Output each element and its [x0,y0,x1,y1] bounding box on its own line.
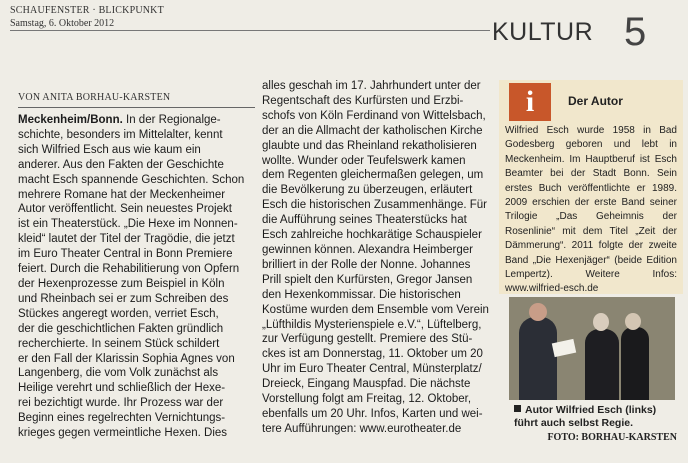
author-info-text: Wilfried Esch wurde 1958 in Bad Godesberg geboren und lebt in Meckenheim. Im Hauptberuf ist Esch Beamter bei der Stadt Bonn. Sein erstes Buch veröffentlichte er 1989. 2009 erschien der erste Band seiner Trilogie „Das Geheimnis der Rosenlinie“ mit dem Titel „Zeit der Dämmerung“. 2011 folgte der zweite Band „Die Hexenjäger“ (beide Edition Lempertz). Weitere Infos: www.wilfried-esch.de [505,125,677,295]
column-1-line: Heilige verehrt und schließlich der Hexe- [18,382,226,395]
column-2-line: der an die Allmacht der katholischen Kirche [262,124,483,137]
column-1-line: im Euro Theater Central in Bonn Premiere [18,248,233,261]
column-2-line: glaubte und das Rheinland rekatholisieren [262,139,477,152]
author-info-title: Der Autor [568,94,623,108]
column-2-line: ebenfalls um 20 Uhr. Infos, Karten und wei- [262,407,483,420]
column-1-line: Beginn eines regelrechten Vernichtungs- [18,412,226,425]
column-1-line-0: Meckenheim/Bonn. In der Regionalge- [18,114,221,126]
header-rule [10,30,490,31]
column-1-line: ist ein Theaterstück. „Die Hexe im Nonnen- [18,218,238,231]
byline-rule [18,107,255,108]
square-bullet-icon [514,405,521,412]
column-2-line: „Lüfthildis Mysterienspiele e.V.“, Lüftelberg, [262,318,482,331]
column-2-line: dem Regenten gleichermaßen gelegen, um [262,169,484,182]
page-number: 5 [624,10,647,54]
photo-credit: FOTO: BORHAU-KARSTEN [547,432,677,443]
column-2-line: Vorstellung folgt am Freitag, 12. Oktober, [262,393,472,406]
column-1-line: der Hexenprozesse zum Beispiel in Köln [18,277,225,290]
column-2-line: brilliert in der Rolle der Nonne. Johannes [262,258,471,271]
column-1-line: krieges gegen vermeintliche Hexen. Dies [18,427,228,440]
column-1-line: macht Esch spannende Geschichten. Schon [18,173,245,186]
column-2-line: Prill spielt den Kurfürsten, Gregor Jansen [262,273,473,286]
column-2-line: schofs von Köln Ferdinand von Wittelsbach, [262,109,486,122]
column-2-line: Uhr im Euro Theater Central, Münsterplatz/ [262,363,482,376]
department-title: KULTUR [492,18,594,46]
article-column-2 [262,79,498,437]
column-2-line: Esch die historischen Zusammenhänge. Für [262,199,487,212]
column-1-line: Autor veröffentlicht. Sein neuestes Projekt [18,203,232,216]
column-1-line: er den Fall der Klarissin Sophia Agnes von [18,352,235,365]
column-2-line: Kostüme wurden dem Ensemble vom Verein [262,303,489,316]
author-byline: VON ANITA BORHAU-KARSTEN [18,92,171,103]
photo-person-actor-1-head [593,313,609,331]
column-1-line: recherchierte. In seinem Stück schildert [18,337,220,350]
column-2-line: die Aufführung seines Theaterstücks hat [262,214,467,227]
column-1-line: kleid“ lautet der Titel der Tragödie, die jetzt [18,233,235,246]
column-1-line: feiert. Durch die Rehabilitierung von Opfern [18,263,240,276]
column-1-line: und Rheinbach sei er zum Schreiben des [18,292,229,305]
issue-date: Samstag, 6. Oktober 2012 [10,18,115,29]
column-2-line: den Hexenkommissar. Die historischen [262,288,461,301]
column-1-line: sich Wilfried Esch aus wie kaum ein [18,143,201,156]
column-2-line: zur Verfügung gestellt. Premiere des Stü- [262,333,473,346]
column-2-line: tere Aufführungen: www.eurotheater.de [262,422,462,435]
column-2-line: Esch zahlreiche hochkarätige Schauspieler [262,229,482,242]
column-1-line: rei bezichtigt wurde. Ihr Prozess war der [18,397,224,410]
photo-person-author [519,317,557,400]
column-1-line: Langenberg, die vom Volk zunächst als [18,367,219,380]
column-2-line: alles geschah im 17. Jahrhundert unter der [262,80,481,92]
article-column-1 [18,113,258,441]
column-2-line: Dreieck, Eingang Mauspfad. Die nächste [262,378,471,391]
column-1-line: anderer. Aus den Fakten der Geschichte [18,158,224,171]
page-header [10,5,164,29]
rehearsal-photo [509,297,675,400]
column-2-line: Regentschaft des Kurfürsten und Erzbi- [262,94,464,107]
column-2-line: wollte. Wunder oder Teufelswerk kamen [262,154,466,167]
column-1-line: mehrere Romane hat der Meckenheimer [18,188,226,201]
column-2-line: ckes ist am Donnerstag, 11. Oktober um 20 [262,348,483,361]
section-label: SCHAUFENSTER · BLICKPUNKT [10,5,164,16]
info-icon: i [509,83,551,121]
column-1-line: Stückes angeregt worden, verriet Esch, [18,307,219,320]
photo-person-actor-2-head [625,313,641,330]
photo-person-actor-2 [621,327,649,400]
article-lead: Meckenheim/Bonn. [18,114,123,126]
column-1-line: schichte, besonders im Mittelalter, kennt [18,128,223,141]
photo-person-author-head [529,303,547,321]
column-1-line: der die geschichtlichen Fakten gründlich [18,322,224,335]
column-2-line: gewinnen können. Alexandra Heimberger [262,243,473,256]
photo-person-actor-1 [585,329,619,400]
column-2-line: die Bevölkerung zu überzeugen, erläutert [262,184,473,197]
photo-caption: Autor Wilfried Esch (links) führt auch selbst Regie. [514,404,657,429]
